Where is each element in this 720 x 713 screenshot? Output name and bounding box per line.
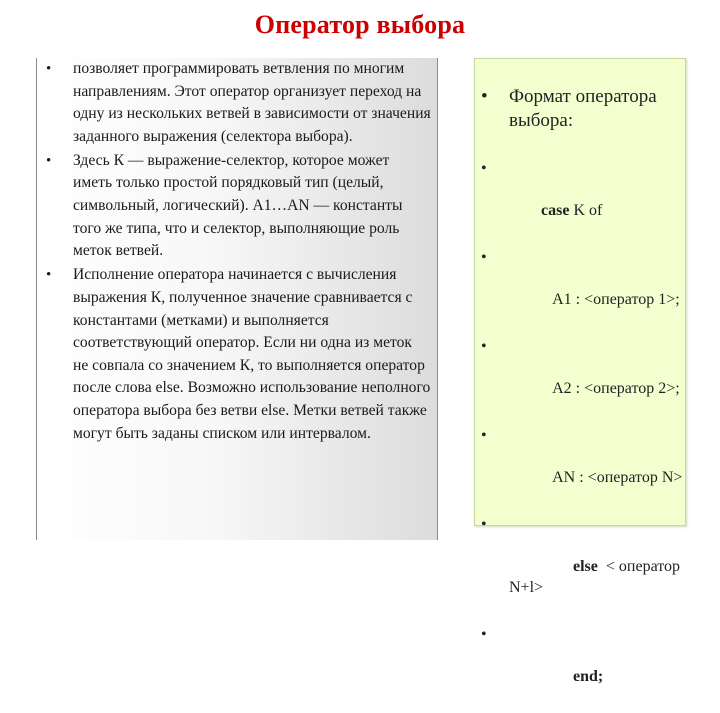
code-line bbox=[475, 624, 687, 708]
code-text: < оператор N+l> bbox=[509, 558, 685, 596]
code-line bbox=[475, 514, 687, 619]
code-keyword: else bbox=[541, 558, 598, 575]
bullet-icon: • bbox=[46, 61, 52, 77]
description-text: Исполнение оператора начинается с вычисления выражения К, полученное значение сравнивается с константами (метками) и выполняется соответствующий оператор. Если ни одна из меток не совпала со значением К, то выполняется оператор после слова else. Возможно использование неполного оператора выбора без ветви else. Метки ветвей также могут быть заданы списком или интервалом. bbox=[73, 266, 431, 442]
syntax-list bbox=[475, 59, 687, 713]
bullet-icon: • bbox=[481, 427, 487, 444]
description-panel bbox=[36, 58, 438, 540]
bullet-icon: • bbox=[481, 338, 487, 355]
code-line bbox=[475, 336, 687, 420]
code-text: K of bbox=[569, 202, 603, 219]
code-keyword: end; bbox=[541, 668, 604, 685]
description-list bbox=[37, 58, 439, 447]
bullet-icon: • bbox=[46, 152, 52, 169]
code-line bbox=[475, 158, 687, 242]
description-item bbox=[37, 58, 439, 148]
bullet-icon: • bbox=[481, 86, 488, 107]
bullet-icon: • bbox=[481, 516, 487, 533]
bullet-icon: • bbox=[481, 249, 487, 266]
slide-title: Оператор выбора bbox=[254, 10, 466, 39]
description-text: Здесь К — выражение-селектор, которое может иметь только простой порядковый тип (целый, символьный, логический). A1…AN — константы того же типа, что и селектор, выполняющие роль меток ветвей. bbox=[73, 151, 403, 260]
description-item bbox=[37, 150, 439, 263]
code-line bbox=[475, 425, 687, 509]
bullet-icon: • bbox=[481, 626, 487, 643]
bullet-icon: • bbox=[481, 160, 487, 177]
code-keyword: case bbox=[541, 202, 570, 219]
description-item bbox=[37, 264, 439, 445]
syntax-heading bbox=[475, 85, 687, 133]
syntax-panel bbox=[474, 58, 686, 685]
code-line bbox=[475, 247, 687, 331]
code-text: AN : <оператор N> bbox=[541, 469, 683, 486]
description-text: позволяет программировать ветвления по многим направлениям. Этот оператор организует переход на одну из нескольких ветвей в зависимости от значения заданного выражения (селектора выбора). bbox=[73, 60, 431, 145]
syntax-heading-text: Формат оператора выбора: bbox=[509, 86, 657, 131]
code-text: A1 : <оператор 1>; bbox=[541, 291, 680, 308]
bullet-icon: • bbox=[46, 267, 52, 284]
code-text: A2 : <оператор 2>; bbox=[541, 380, 680, 397]
